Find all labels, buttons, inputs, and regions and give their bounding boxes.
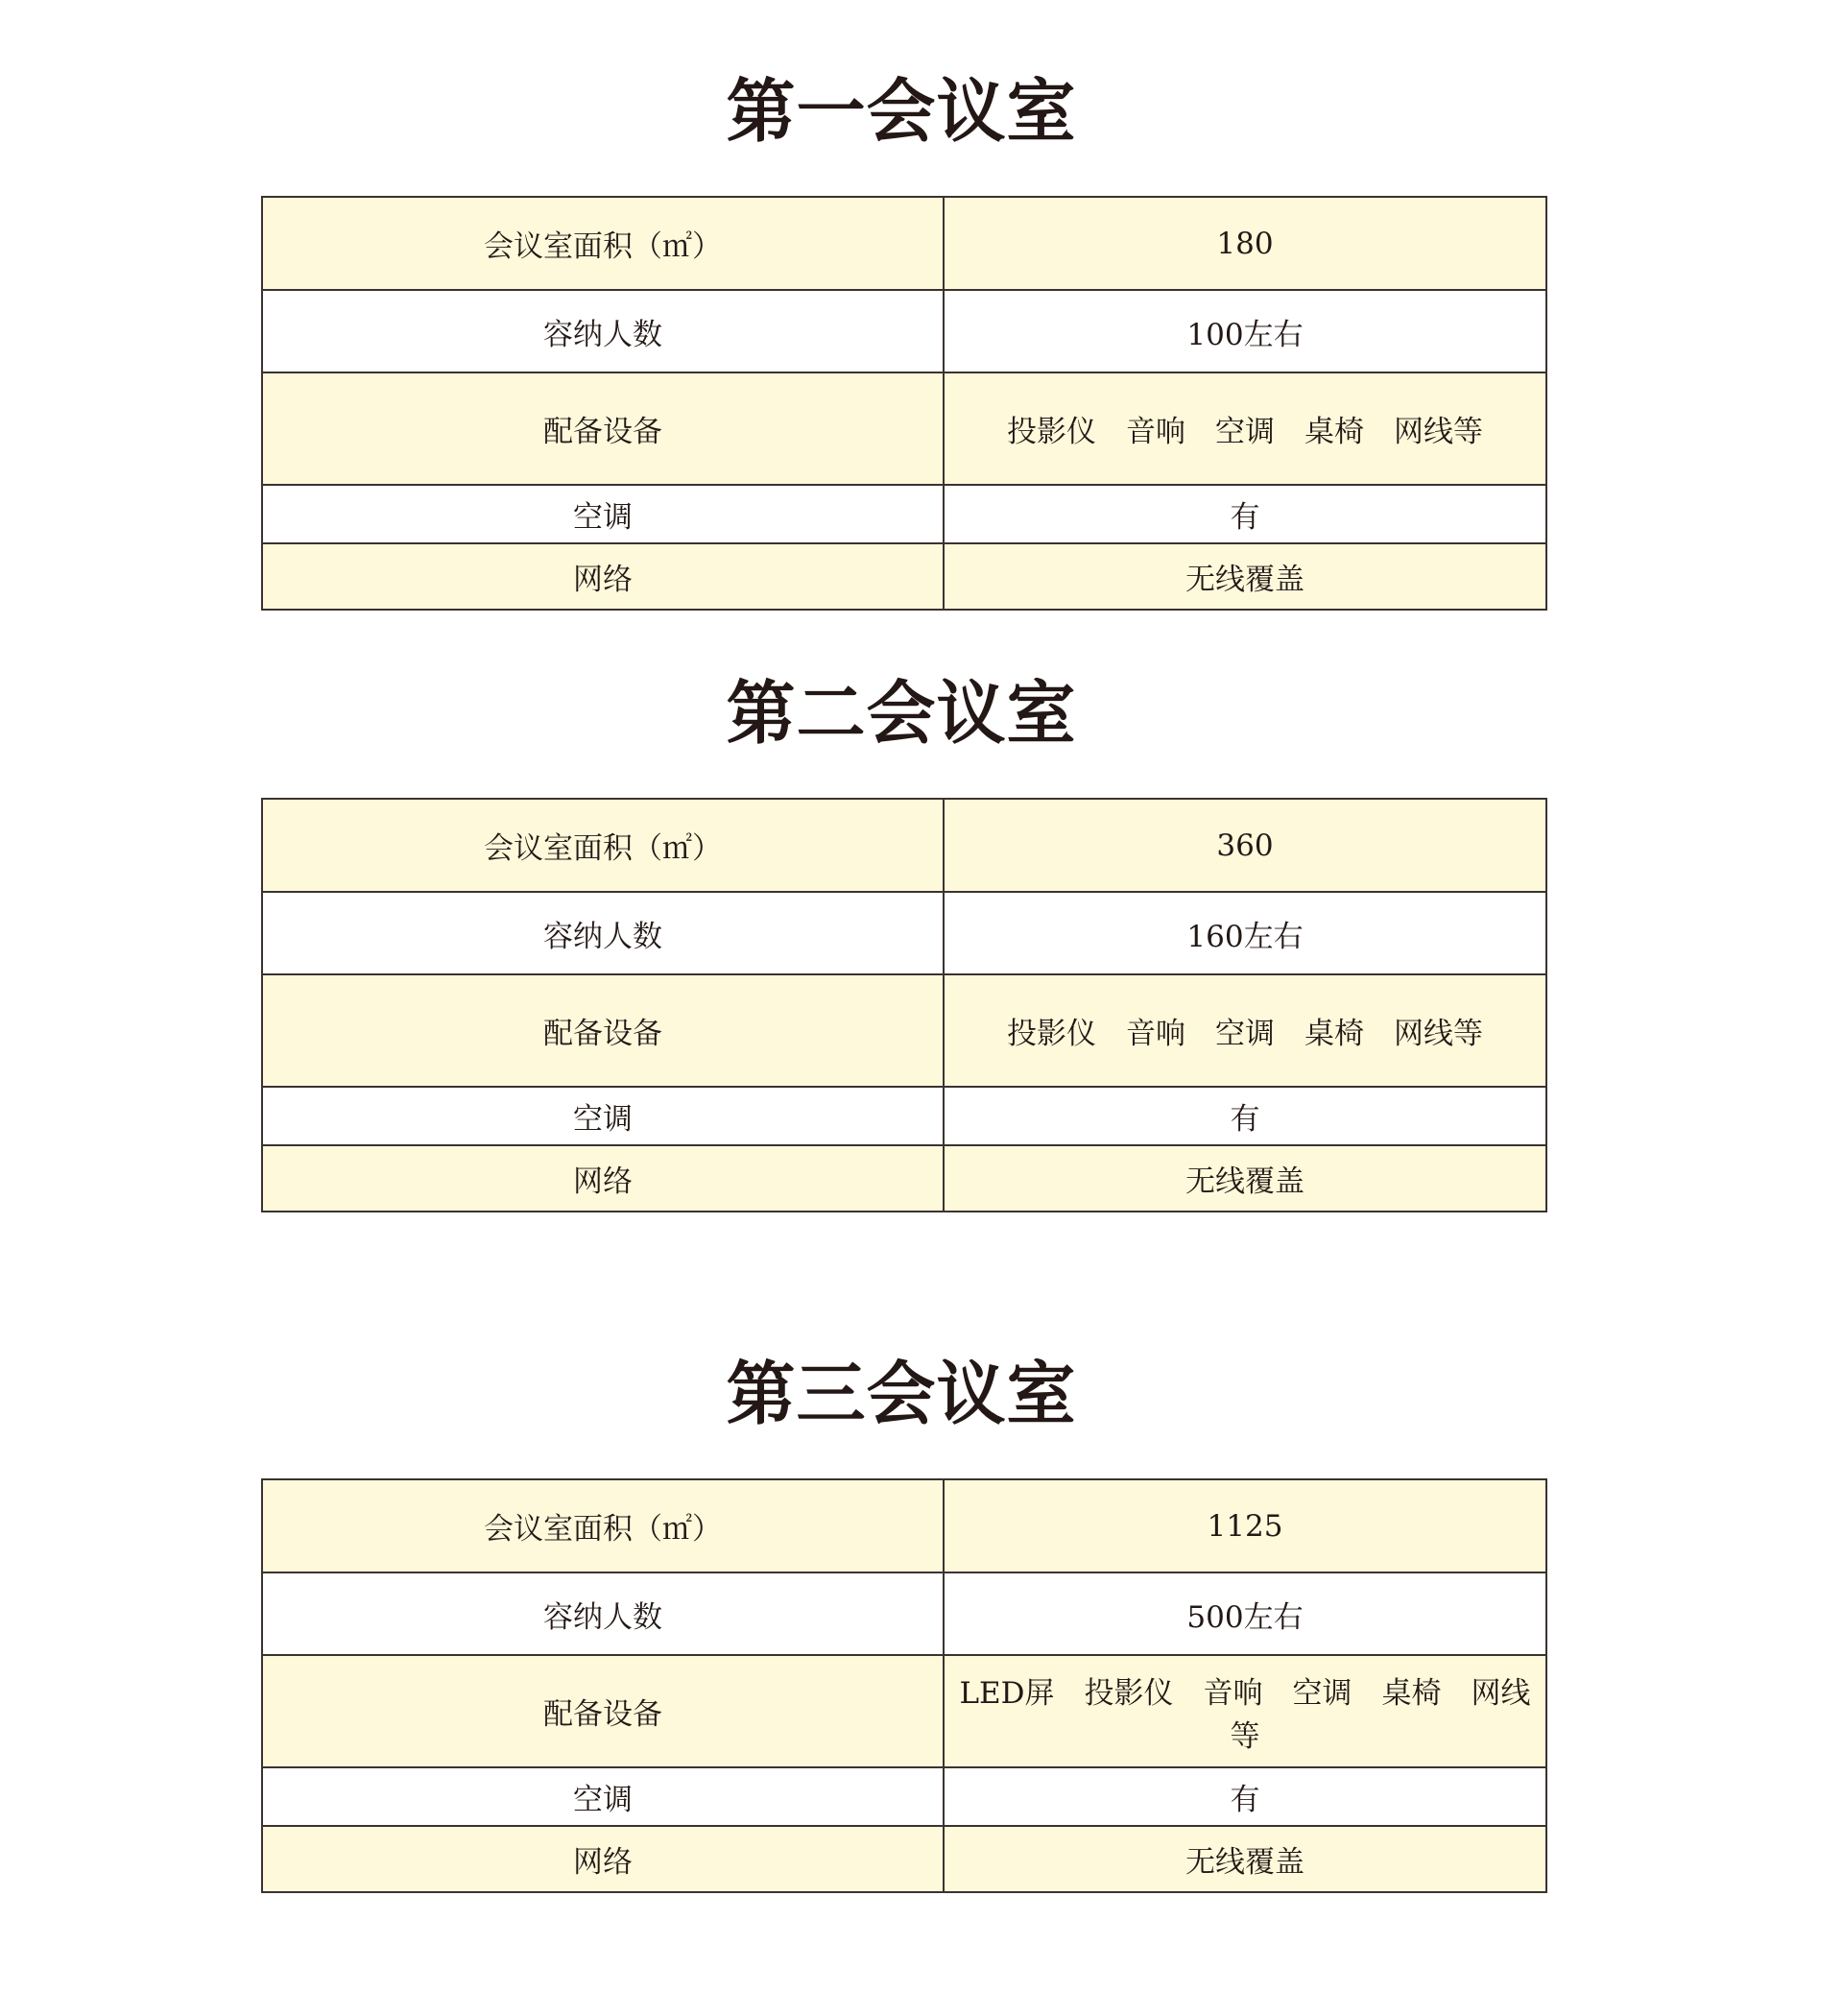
table-row-ac bbox=[262, 485, 1546, 543]
network-value: 无线覆盖 bbox=[944, 543, 1546, 610]
table-row-equipment bbox=[262, 1655, 1546, 1767]
network-label: 网络 bbox=[262, 1826, 944, 1892]
table-row-network bbox=[262, 1826, 1546, 1892]
table-row-ac bbox=[262, 1767, 1546, 1826]
table-row-equipment bbox=[262, 372, 1546, 485]
table-row-area bbox=[262, 1479, 1546, 1572]
table-row-area bbox=[262, 197, 1546, 290]
equipment-label: 配备设备 bbox=[262, 372, 944, 485]
room-spec-table bbox=[261, 196, 1547, 611]
room-title: 第一会议室 bbox=[726, 71, 1077, 152]
area-value: 1125 bbox=[944, 1479, 1546, 1572]
capacity-label: 容纳人数 bbox=[262, 1572, 944, 1655]
table-row-equipment bbox=[262, 974, 1546, 1087]
ac-label: 空调 bbox=[262, 1767, 944, 1826]
equipment-value: LED屏 投影仪 音响 空调 桌椅 网线等 bbox=[944, 1655, 1546, 1767]
ac-label: 空调 bbox=[262, 485, 944, 543]
area-value: 360 bbox=[944, 799, 1546, 892]
network-label: 网络 bbox=[262, 543, 944, 610]
capacity-label: 容纳人数 bbox=[262, 290, 944, 372]
area-label: 会议室面积（㎡） bbox=[262, 1479, 944, 1572]
network-value: 无线覆盖 bbox=[944, 1826, 1546, 1892]
equipment-value: 投影仪 音响 空调 桌椅 网线等 bbox=[944, 372, 1546, 485]
ac-value: 有 bbox=[944, 485, 1546, 543]
table-row-capacity bbox=[262, 1572, 1546, 1655]
area-label: 会议室面积（㎡） bbox=[262, 799, 944, 892]
network-label: 网络 bbox=[262, 1145, 944, 1212]
equipment-value: 投影仪 音响 空调 桌椅 网线等 bbox=[944, 974, 1546, 1087]
table-row-ac bbox=[262, 1087, 1546, 1145]
table-row-capacity bbox=[262, 892, 1546, 974]
table-row-network bbox=[262, 543, 1546, 610]
capacity-label: 容纳人数 bbox=[262, 892, 944, 974]
ac-label: 空调 bbox=[262, 1087, 944, 1145]
table-row-network bbox=[262, 1145, 1546, 1212]
network-value: 无线覆盖 bbox=[944, 1145, 1546, 1212]
equipment-label: 配备设备 bbox=[262, 974, 944, 1087]
table-row-capacity bbox=[262, 290, 1546, 372]
equipment-label: 配备设备 bbox=[262, 1655, 944, 1767]
capacity-value: 500左右 bbox=[944, 1572, 1546, 1655]
ac-value: 有 bbox=[944, 1087, 1546, 1145]
area-label: 会议室面积（㎡） bbox=[262, 197, 944, 290]
room-spec-table bbox=[261, 1478, 1547, 1893]
table-row-area bbox=[262, 799, 1546, 892]
room-title: 第二会议室 bbox=[726, 673, 1077, 754]
ac-value: 有 bbox=[944, 1767, 1546, 1826]
room-title: 第三会议室 bbox=[726, 1354, 1077, 1434]
capacity-value: 100左右 bbox=[944, 290, 1546, 372]
area-value: 180 bbox=[944, 197, 1546, 290]
capacity-value: 160左右 bbox=[944, 892, 1546, 974]
room-spec-table bbox=[261, 798, 1547, 1212]
